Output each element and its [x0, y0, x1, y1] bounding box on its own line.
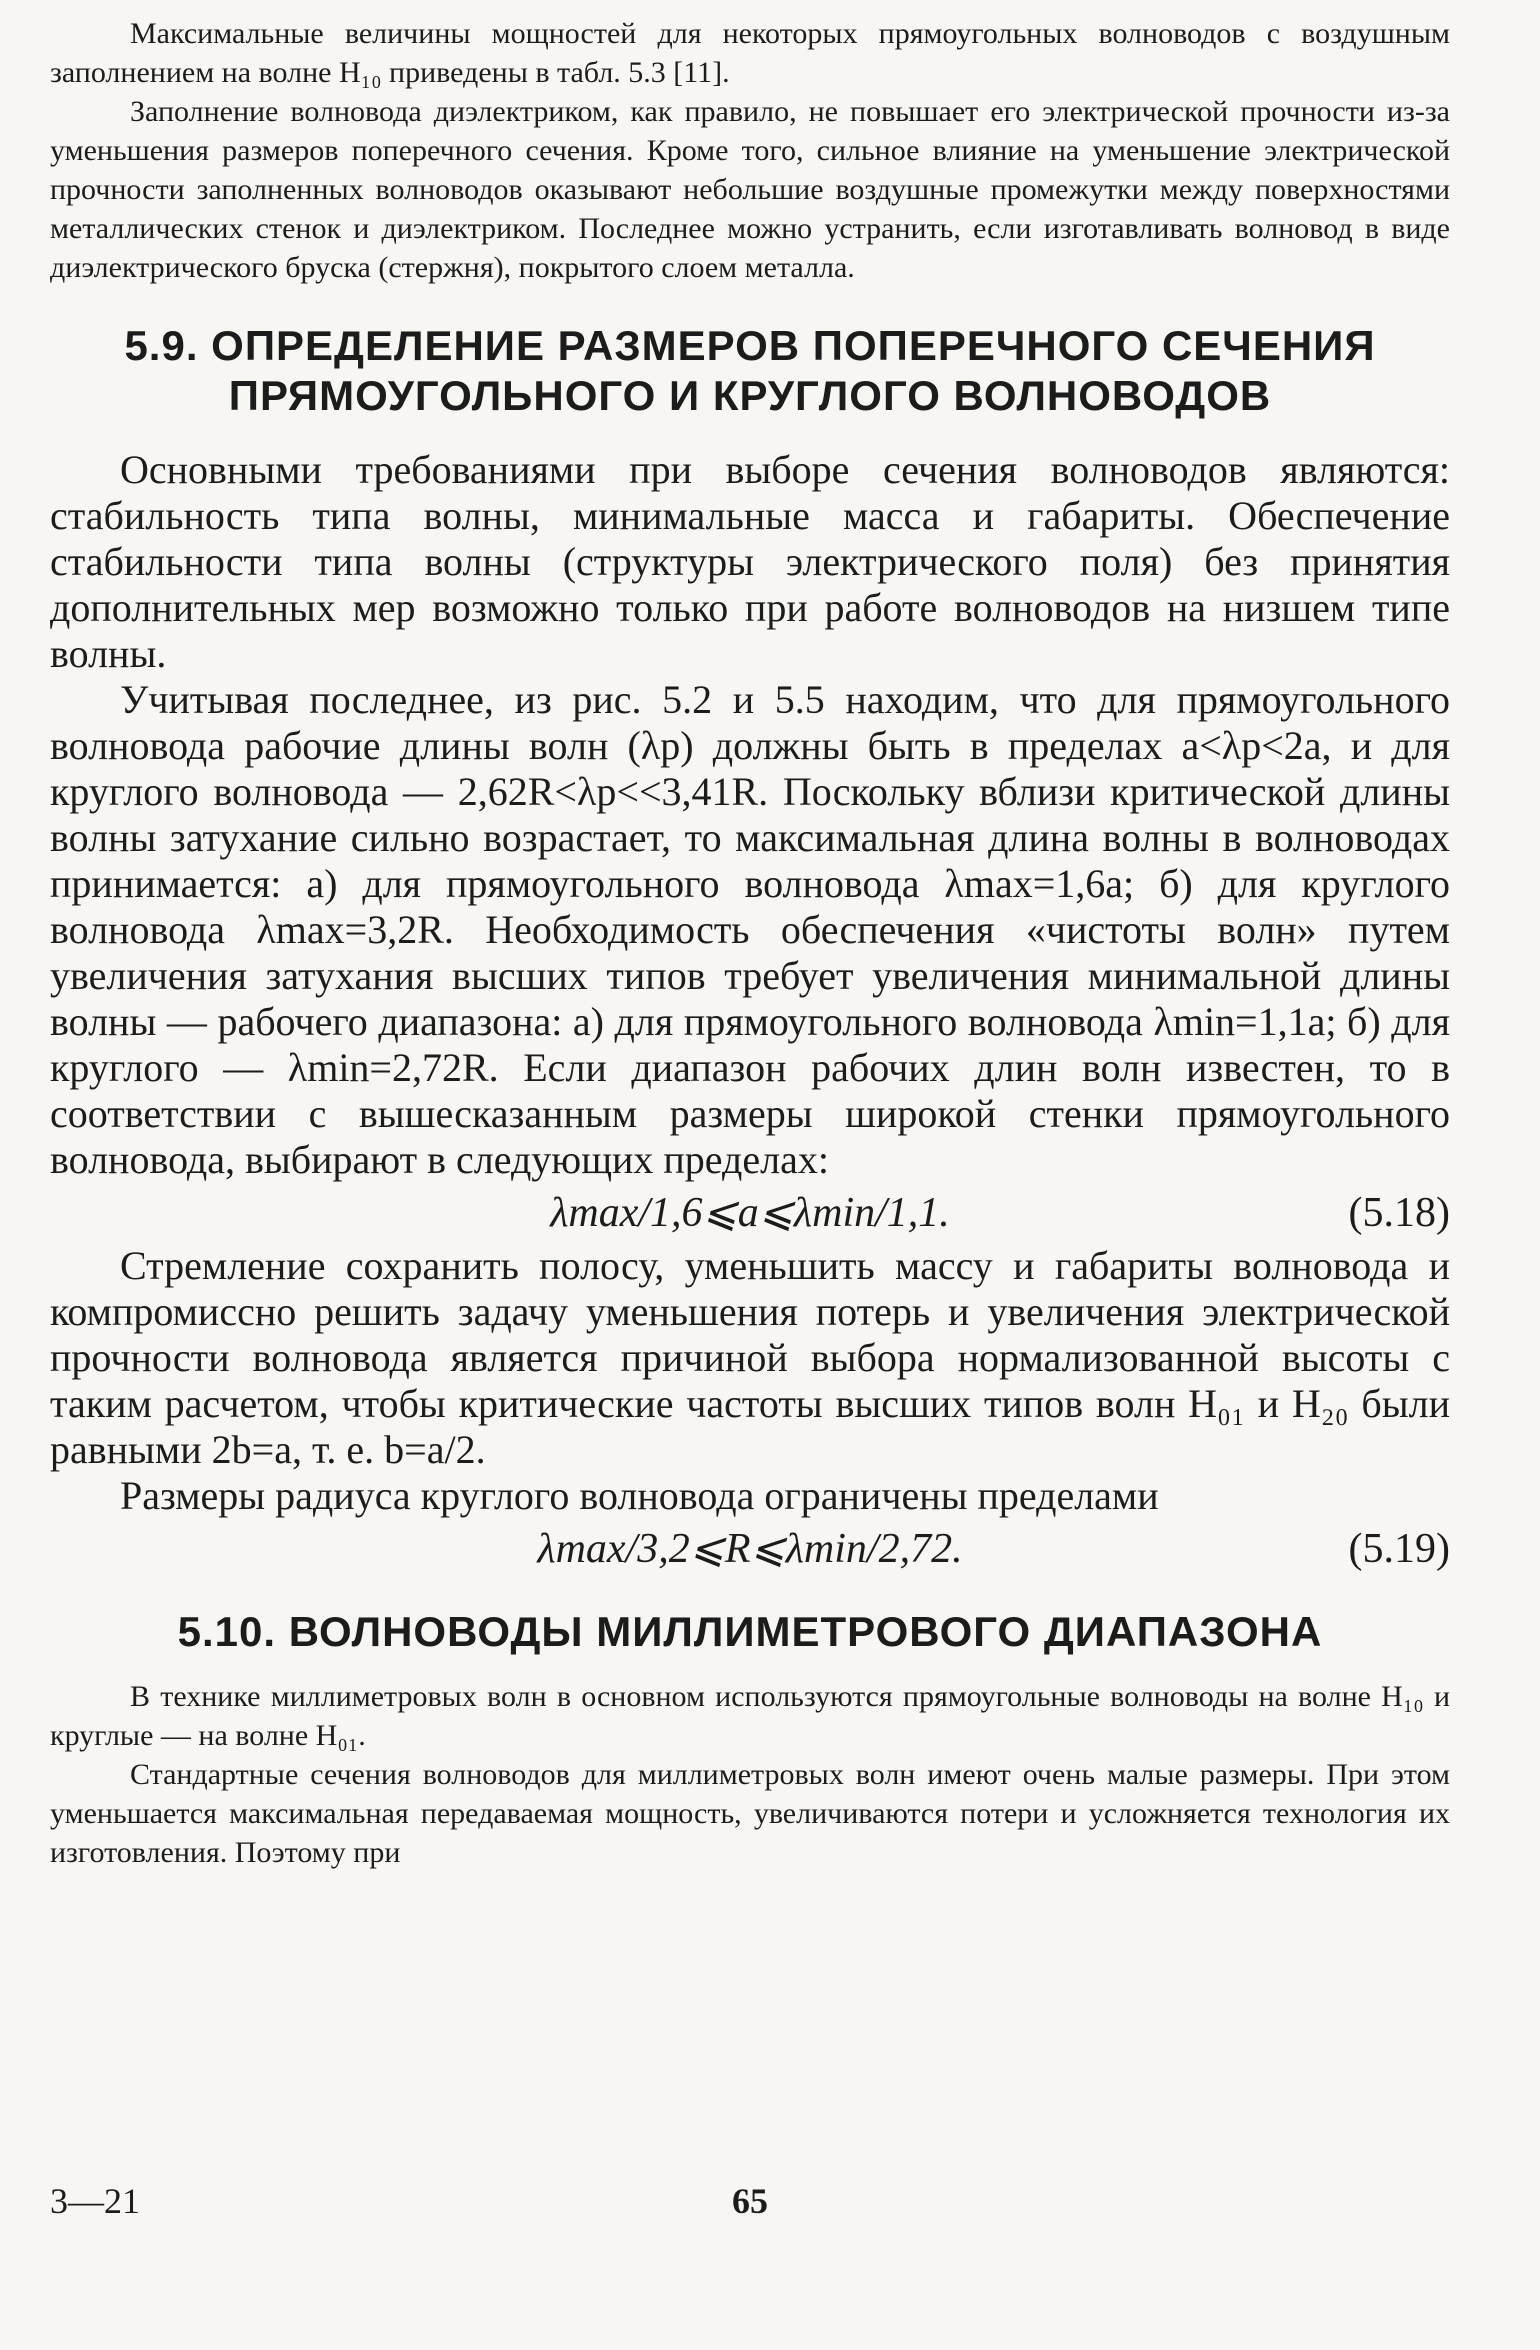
formula-5-18 — [50, 1183, 1450, 1243]
formula-5-18-number: (5.18) — [1348, 1190, 1450, 1236]
formula-5-19-number: (5.19) — [1348, 1526, 1450, 1572]
signature-mark: 3—21 — [50, 2181, 140, 2221]
intro-paragraph-2: Заполнение волновода диэлектриком, как правило, не повышает его электрической прочности из-за уменьшения размеров поперечного сечения. Кроме того, сильное влияние на уменьшение электрической прочности заполненных волноводов оказывают небольшие воздушные промежутки между поверхностями металлических стенок и диэлектриком. Последнее можно устранить, если изготавливать волновод в виде диэлектрического бруска (стержня), покрытого слоем металла. — [50, 95, 1450, 284]
page — [50, 14, 1450, 1872]
formula-5-18-expression: λmax/1,6⩽a⩽λmin/1,1. — [550, 1190, 950, 1236]
section-5-10-paragraph-2: Стандартные сечения волноводов для миллиметровых волн имеют очень малые размеры. При этом уменьшается максимальная передаваемая мощность, увеличиваются потери и усложняется технология их изготовления. Поэтому при — [50, 1758, 1450, 1869]
formula-5-19-expression: λmax/3,2⩽R⩽λmin/2,72. — [537, 1526, 963, 1572]
section-5-9-paragraph-4: Размеры радиуса круглого волновода ограничены пределами — [120, 1473, 1159, 1518]
section-5-10-paragraph-1: В технике миллиметровых волн в основном используются прямоугольные волноводы на волне H₁₀ и круглые — на волне H₀₁. — [50, 1680, 1450, 1752]
formula-5-19 — [50, 1519, 1450, 1579]
intro-paragraph-1: Максимальные величины мощностей для некоторых прямоугольных волноводов с воздушным заполнением на волне H₁₀ приведены в табл. 5.3 [11]. — [50, 17, 1450, 89]
section-5-9-paragraph-3: Стремление сохранить полосу, уменьшить массу и габариты волновода и компромиссно решить задачу уменьшения потерь и увеличения электрической прочности волновода является причиной выбора нормализованной высоты с таким расчетом, чтобы критические частоты высших типов волн H₀₁ и H₂₀ были равными 2b=a, т. е. b=a/2. — [50, 1243, 1450, 1472]
section-5-9-paragraph-2: Учитывая последнее, из рис. 5.2 и 5.5 находим, что для прямоугольного волновода рабочие длины волн (λр) должны быть в пределах a<λр<2a, и для круглого волновода — 2,62R<λр<<3,41R. Поскольку вблизи критической длины волны затухание сильно возрастает, то максимальная длина волны в волноводах принимается: а) для прямоугольного волновода λmax=1,6a; б) для круглого волновода λmax=3,2R. Необходимость обеспечения «чистоты волн» путем увеличения затухания высших типов требует увеличения минимальной длины волны — рабочего диапазона: а) для прямоугольного волновода λmin=1,1a; б) для круглого — λmin=2,72R. Если диапазон рабочих длин волн известен, то в соответствии с вышесказанным размеры широкой стенки прямоугольного волновода, выбирают в следующих пределах: — [50, 677, 1450, 1182]
section-5-9-title-line-2: ПРЯМОУГОЛЬНОГО И КРУГЛОГО ВОЛНОВОДОВ — [228, 372, 1272, 419]
page-number: 65 — [732, 2181, 768, 2221]
section-5-10-title: 5.10. ВОЛНОВОДЫ МИЛЛИМЕТРОВОГО ДИАПАЗОНА — [177, 1608, 1323, 1655]
section-5-10-body — [50, 1677, 1450, 1872]
section-5-9-paragraph-1: Основными требованиями при выборе сечения волноводов являются: стабильность типа волны, минимальные масса и габариты. Обеспечение стабильности типа волны (структуры электрического поля) без принятия дополнительных мер возможно только при работе волноводов на низшем типе волны. — [50, 447, 1450, 676]
intro-block — [50, 14, 1450, 287]
page-footer — [50, 2180, 1450, 2230]
section-5-9-body — [50, 447, 1450, 1579]
section-5-9-title-line-1: 5.9. ОПРЕДЕЛЕНИЕ РАЗМЕРОВ ПОПЕРЕЧНОГО СЕЧЕНИЯ — [124, 322, 1376, 369]
